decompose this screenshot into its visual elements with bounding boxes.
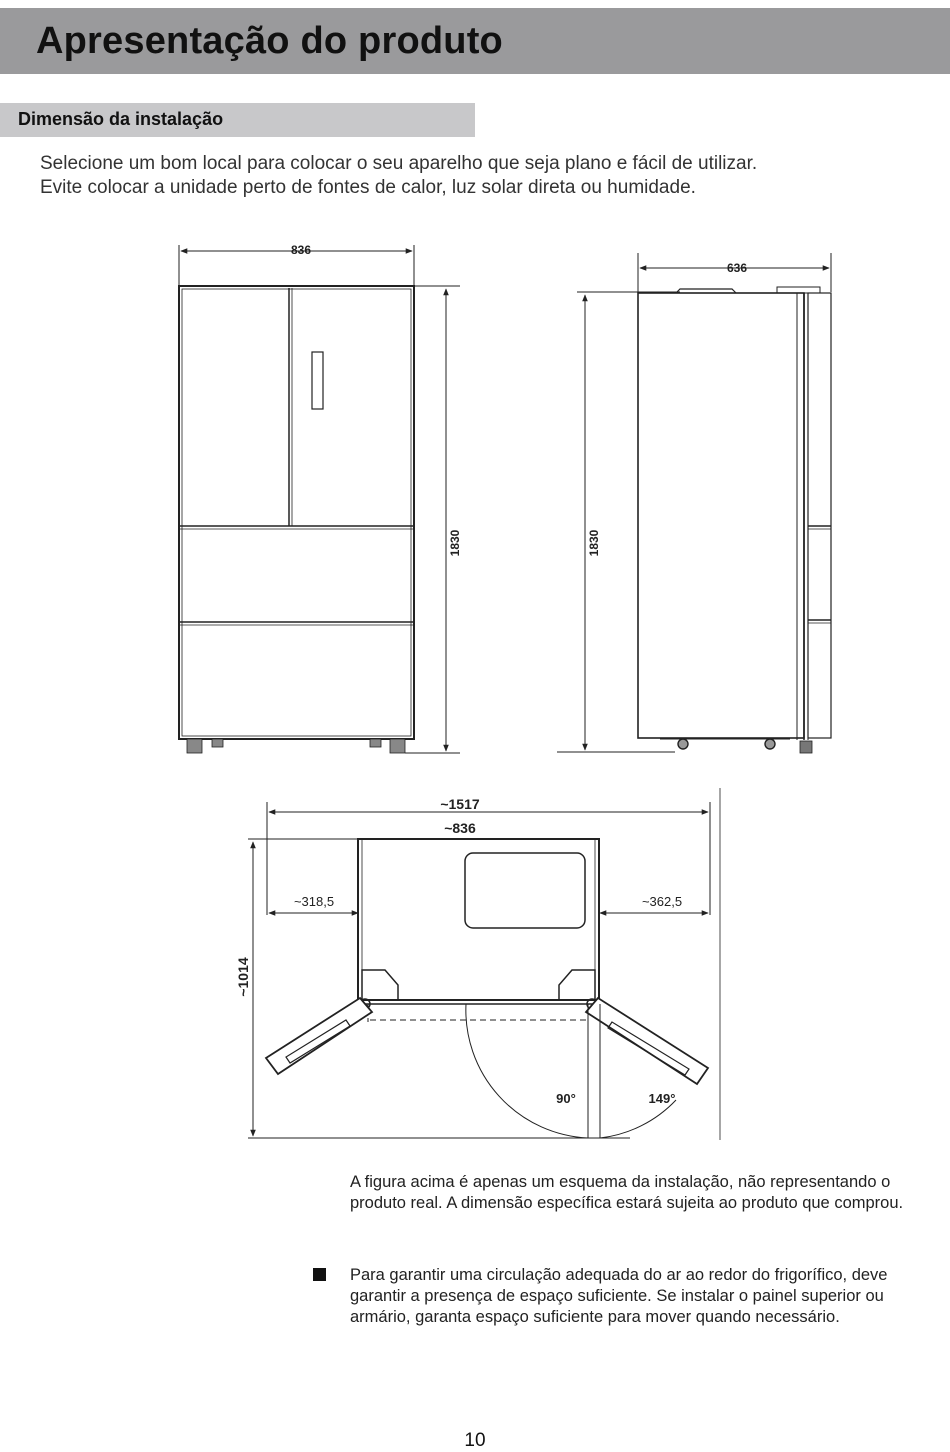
airflow-note-text: Para garantir uma circulação adequada do ar ao redor do frigorífico, deve garantir a presença de espaço suficiente. Se instalar o painel superior ou armário, garanta espaço suficiente para mover quando necessário. <box>350 1266 888 1326</box>
top-view <box>248 788 720 1140</box>
airflow-note <box>350 1265 935 1328</box>
side-height-label: 1830 <box>587 529 601 557</box>
side-view <box>557 253 831 753</box>
front-view <box>179 245 460 753</box>
page-number: 10 <box>464 1430 486 1451</box>
left-door-angle-label: 90° <box>556 1091 576 1106</box>
figure-note-text: A figura acima é apenas um esquema da instalação, não representando o produto real. A dimensão específica estará sujeita ao produto que comprou. <box>350 1173 904 1212</box>
right-door-angle-label: 149° <box>648 1091 676 1106</box>
top-total-width-label: ~1517 <box>440 796 480 812</box>
front-width-label: 836 <box>290 243 312 257</box>
section-title: Dimensão da instalação <box>18 109 224 129</box>
intro-line-2: Evite colocar a unidade perto de fontes de calor, luz solar direta ou humidade. <box>40 177 696 198</box>
top-right-clearance-label: ~362,5 <box>641 894 683 909</box>
front-height-label: 1830 <box>448 529 462 557</box>
side-depth-label: 636 <box>726 261 748 275</box>
page-title: Apresentação do produto <box>36 20 503 62</box>
bullet-square-icon <box>313 1268 326 1281</box>
top-left-clearance-label: ~318,5 <box>293 894 335 909</box>
top-body-width-label: ~836 <box>444 820 476 836</box>
intro-line-1: Selecione um bom local para colocar o seu aparelho que seja plano e fácil de utilizar. <box>40 153 758 174</box>
figure-note <box>350 1172 935 1214</box>
top-depth-label: ~1014 <box>235 957 251 997</box>
